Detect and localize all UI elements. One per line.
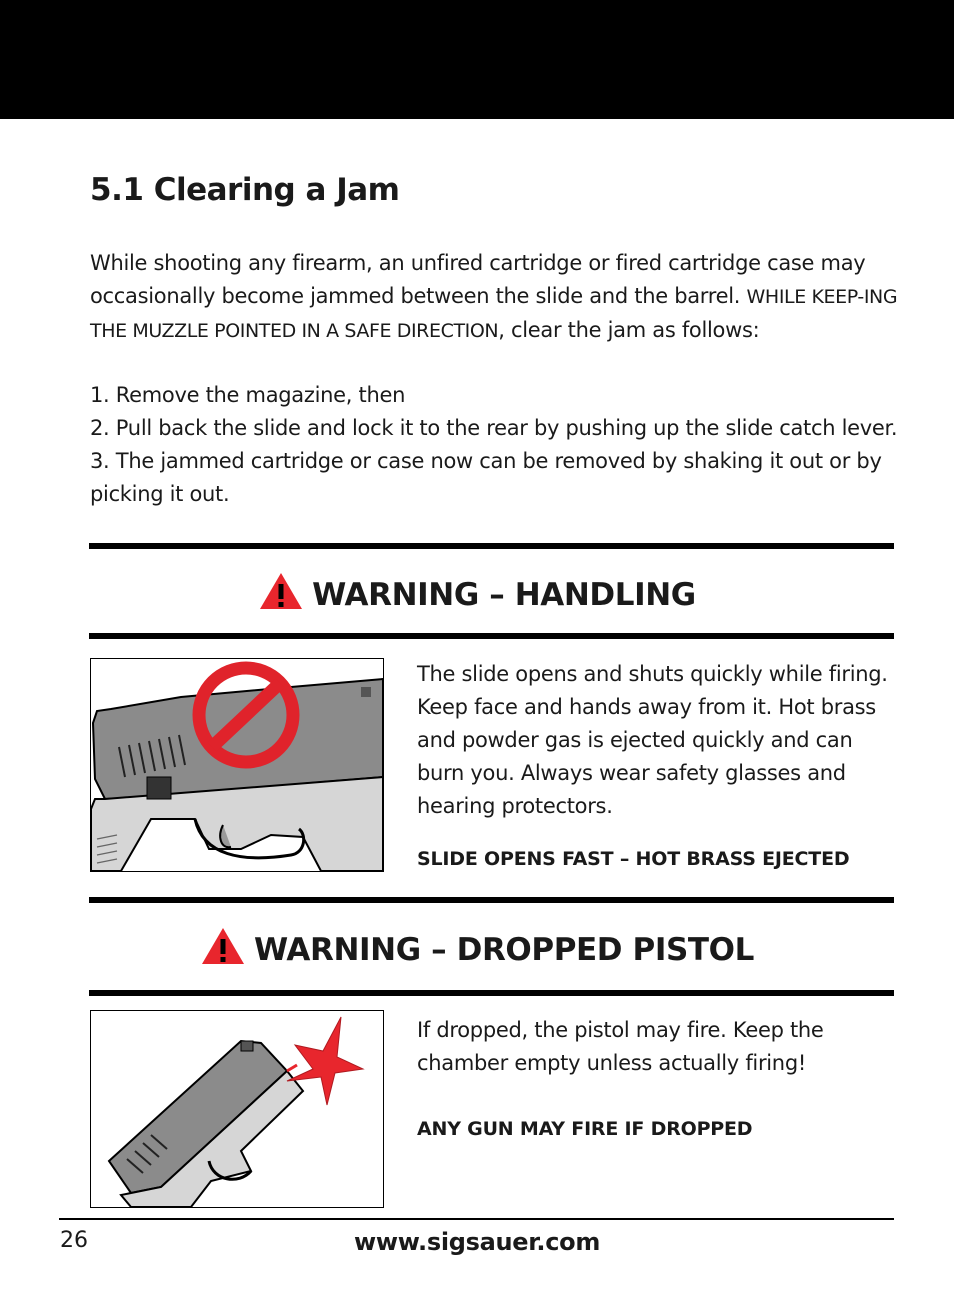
step-item: 3. The jammed cartridge or case now can be removed by shaking it out or by picking it out. (90, 449, 882, 506)
dropped-pistol-firing-icon (90, 1010, 384, 1208)
intro-text-2: , clear the jam as follows: (498, 318, 760, 342)
warning-triangle-icon (200, 926, 246, 966)
warning-handling-caps: SLIDE OPENS FAST – HOT BRASS EJECTED (417, 848, 850, 870)
intro-caps-text: WHILE KEEP-ING THE MUZZLE POINTED IN A SAFE DIRECTION (90, 286, 898, 342)
step-item: 1. Remove the magazine, then (90, 383, 406, 407)
warning-bottom-rule (89, 990, 894, 996)
warning-triangle-icon (258, 571, 304, 611)
warning-top-rule (89, 897, 894, 903)
intro-paragraph (90, 247, 905, 348)
warning-dropped-caps: ANY GUN MAY FIRE IF DROPPED (417, 1118, 753, 1140)
warning-title-text: WARNING – DROPPED PISTOL (254, 932, 754, 968)
warning-handling-body: The slide opens and shuts quickly while firing. Keep face and hands away from it. Hot brass and powder gas is ejected quickly and can burn you. Always wear safety glasses and hearing protectors. (417, 662, 888, 818)
warning-bottom-rule (89, 633, 894, 639)
warning-dropped-body: If dropped, the pistol may fire. Keep the chamber empty unless actually firing! (417, 1018, 824, 1075)
page-number: 26 (60, 1228, 88, 1253)
step-item: 2. Pull back the slide and lock it to the rear by pushing up the slide catch lever. (90, 416, 898, 440)
pistol-slide-prohibited-icon (90, 658, 384, 872)
warning-top-rule (89, 543, 894, 549)
intro-text-1: While shooting any firearm, an unfired cartridge or fired cartridge case may occasionally become jammed between the slide and the barrel. (90, 251, 866, 308)
footer-rule (59, 1218, 894, 1220)
warning-handling-title (0, 571, 954, 615)
website-link[interactable]: www.sigsauer.com (353, 1228, 601, 1256)
warning-title-text: WARNING – HANDLING (312, 577, 696, 613)
steps-list (90, 379, 905, 511)
section-title: 5.1 Clearing a Jam (90, 172, 400, 208)
header-band (0, 0, 954, 119)
warning-dropped-title (0, 926, 954, 970)
